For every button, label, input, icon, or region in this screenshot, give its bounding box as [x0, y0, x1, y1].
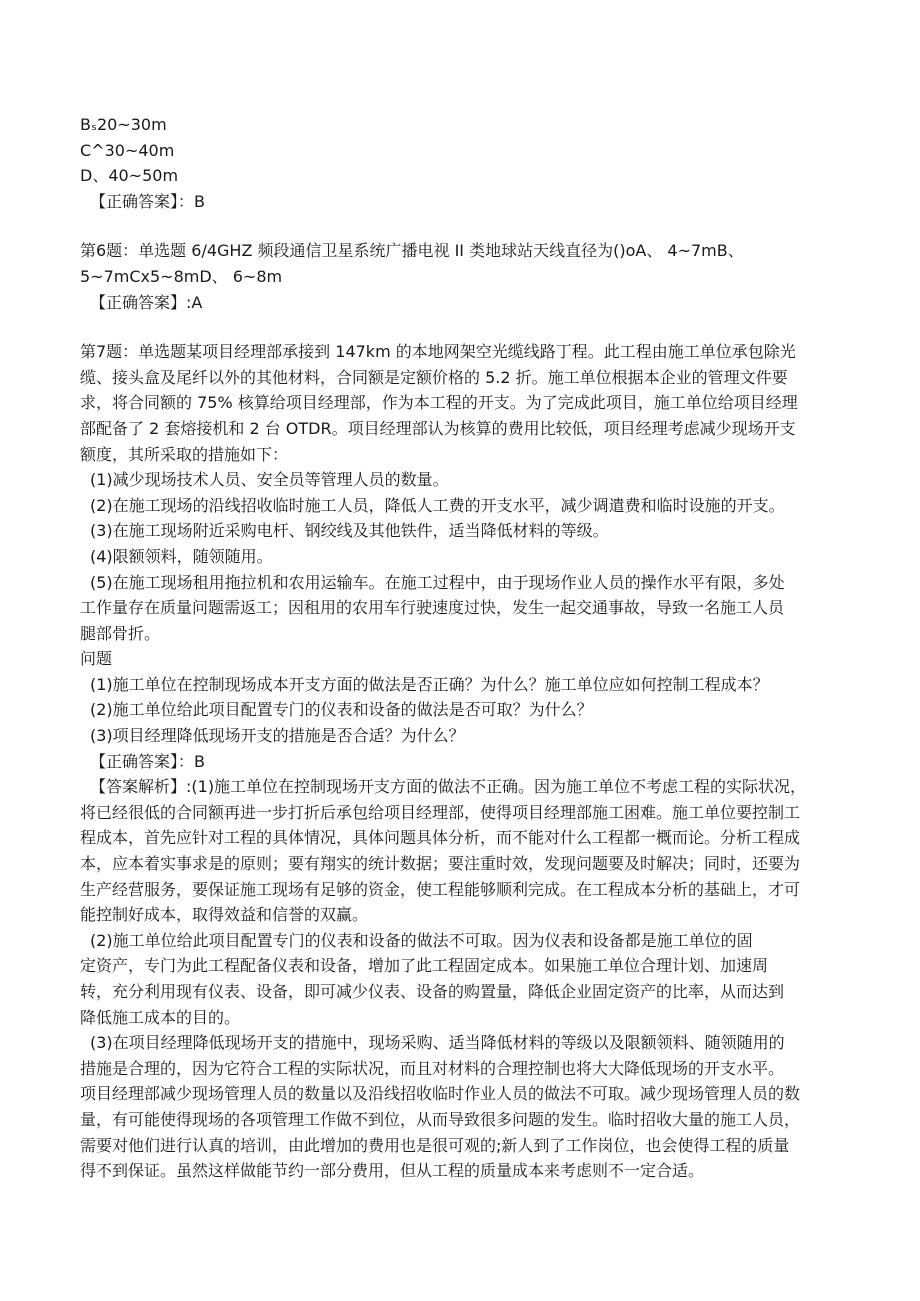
q6-stem-line-2: 5~7mCx5~8mD、 6~8m — [80, 266, 283, 286]
q7-measure-5-line: 腿部骨折。 — [80, 623, 161, 643]
analysis-line: 生产经营服务，要保证施工现场有足够的资金，使工程能够顺利完成。在工程成本分析的基础上，才可 — [80, 879, 801, 899]
analysis-line: (2)施工单位给此项目配置专门的仪表和设备的做法不可取。因为仪表和设备都是施工单位的固 — [90, 930, 753, 950]
q5-option-c: C^30~40m — [80, 140, 175, 160]
q5-answer: 【正确答案】：B — [90, 191, 205, 211]
q7-question: (2)施工单位给此项目配置专门的仪表和设备的做法是否可取？为什么？ — [90, 700, 593, 720]
q5-option-d: D、40~50m — [80, 166, 179, 186]
q7-stem-line: 求，将合同额的 75% 核算给项目经理部，作为本工程的开支。为了完成此项目，施工单位给项目经理 — [80, 393, 798, 413]
q7-analysis-part-2 — [80, 928, 850, 1030]
q7-stem — [80, 339, 850, 467]
analysis-line: 将已经很低的合同额再进一步打折后承包给项目经理部，使得项目经理部施工困难。施工单位要控制工 — [80, 802, 801, 822]
q7-measure: (2)在施工现场的沿线招收临时施工人员，降低人工费的开支水平，减少调遣费和临时设施的开支。 — [90, 495, 785, 515]
q7-questions — [80, 672, 850, 749]
analysis-line: 得不到保证。虽然这样做能节约一部分费用，但从工程的质量成本来考虑则不一定合适。 — [80, 1161, 705, 1181]
analysis-line: 转，充分利用现有仪表、设备，即可减少仪表、设备的购置量，降低企业固定资产的比率，从而达到 — [80, 982, 785, 1001]
analysis-line: 本，应本着实事求是的原则；要有翔实的统计数据；要注重时效，发现问题要及时解决；同时，还要为 — [80, 854, 801, 874]
q6-stem-line-1: 第6题：单选题 6/4GHZ 频段通信卫星系统广播电视 II 类地球站天线直径为()oA、 4~7mB、 — [80, 241, 744, 261]
q7-question: (1)施工单位在控制现场成本开支方面的做法是否正确？为什么？施工单位应如何控制工程成本？ — [90, 674, 769, 694]
analysis-line: 需要对他们进行认真的培训，由此增加的费用也是很可观的;新人到了工作岗位，也会使得工程的质量 — [80, 1135, 790, 1155]
spacer — [80, 214, 850, 238]
q7-answer: 【正确答案】：B — [90, 751, 205, 771]
analysis-line: 项目经理部减少现场管理人员的数量以及沿线招收临时作业人员的做法不可取。减少现场管理人员的数 — [80, 1084, 801, 1104]
analysis-line: 程成本，首先应针对工程的具体情况，具体问题具体分析，而不能对什么工程都一概而论。分析工程成 — [80, 828, 801, 848]
q7-measure-5-line: (5)在施工现场租用拖拉机和农用运输车。在施工过程中，由于现场作业人员的操作水平有限，多处 — [90, 572, 785, 592]
q7-measure: (3)在施工现场附近采购电杆、钢绞线及其他铁件，适当降低材料的等级。 — [90, 521, 609, 541]
q5-option-b: Bₛ20~30m — [80, 115, 167, 134]
q7-stem-line: 第7题：单选题某项目经理部承接到 147km 的本地网架空光缆线路丁程。此工程由施工单位承包除光 — [80, 342, 796, 362]
analysis-line: 【答案解析】:(1)施工单位在控制现场开支方面的做法不正确。因为施工单位不考虑工程的实际状况， — [90, 777, 807, 797]
analysis-line: 量，有可能使得现场的各项管理工作做不到位，从而导致很多问题的发生。临时招收大量的施工人员， — [80, 1109, 801, 1129]
q7-measures — [80, 467, 850, 646]
spacer — [80, 315, 850, 339]
q7-stem-line: 缆、接头盒及尾纤以外的其他材料，合同额是定额价格的 5.2 折。施工单位根据本企业的管理文件要 — [80, 367, 788, 387]
q7-stem-line: 部配备了 2 套熔接机和 2 台 OTDR。项目经理部认为核算的费用比较低，项目经理考虑减少现场开支 — [80, 418, 796, 438]
analysis-line: (3)在项目经理降低现场开支的措施中，现场采购、适当降低材料的等级以及限额领料、随领随用的 — [90, 1033, 785, 1053]
analysis-line: 能控制好成本，取得效益和信誉的双赢。 — [80, 905, 369, 925]
q7-analysis-part-3 — [80, 1030, 850, 1184]
q7-measure: (1)减少现场技术人员、安全员等管理人员的数量。 — [90, 470, 449, 490]
q7-measure-5-line: 工作量存在质量问题需返工；因租用的农用车行驶速度过快，发生一起交通事故，导致一名施工人员 — [80, 598, 785, 618]
analysis-line: 降低施工成本的目的。 — [80, 1007, 241, 1027]
q7-questions-label: 问题 — [80, 649, 113, 669]
q7-question: (3)项目经理降低现场开支的措施是否合适？为什么？ — [90, 726, 465, 746]
q6-answer: 【正确答案】:A — [90, 292, 203, 312]
q7-analysis-part-1 — [80, 774, 850, 928]
q7-stem-line: 额度，其所采取的措施如下： — [80, 444, 289, 464]
analysis-line: 措施是合理的，因为它符合工程的实际状况，而且对材料的合理控制也将大大降低现场的开支水平。 — [80, 1058, 785, 1078]
q7-measure: (4)限额领料，随领随用。 — [90, 546, 273, 566]
analysis-line: 定资产，专门为此工程配备仪表和设备，增加了此工程固定成本。如果施工单位合理计划、加速周 — [80, 956, 769, 976]
document-body — [80, 112, 850, 1184]
